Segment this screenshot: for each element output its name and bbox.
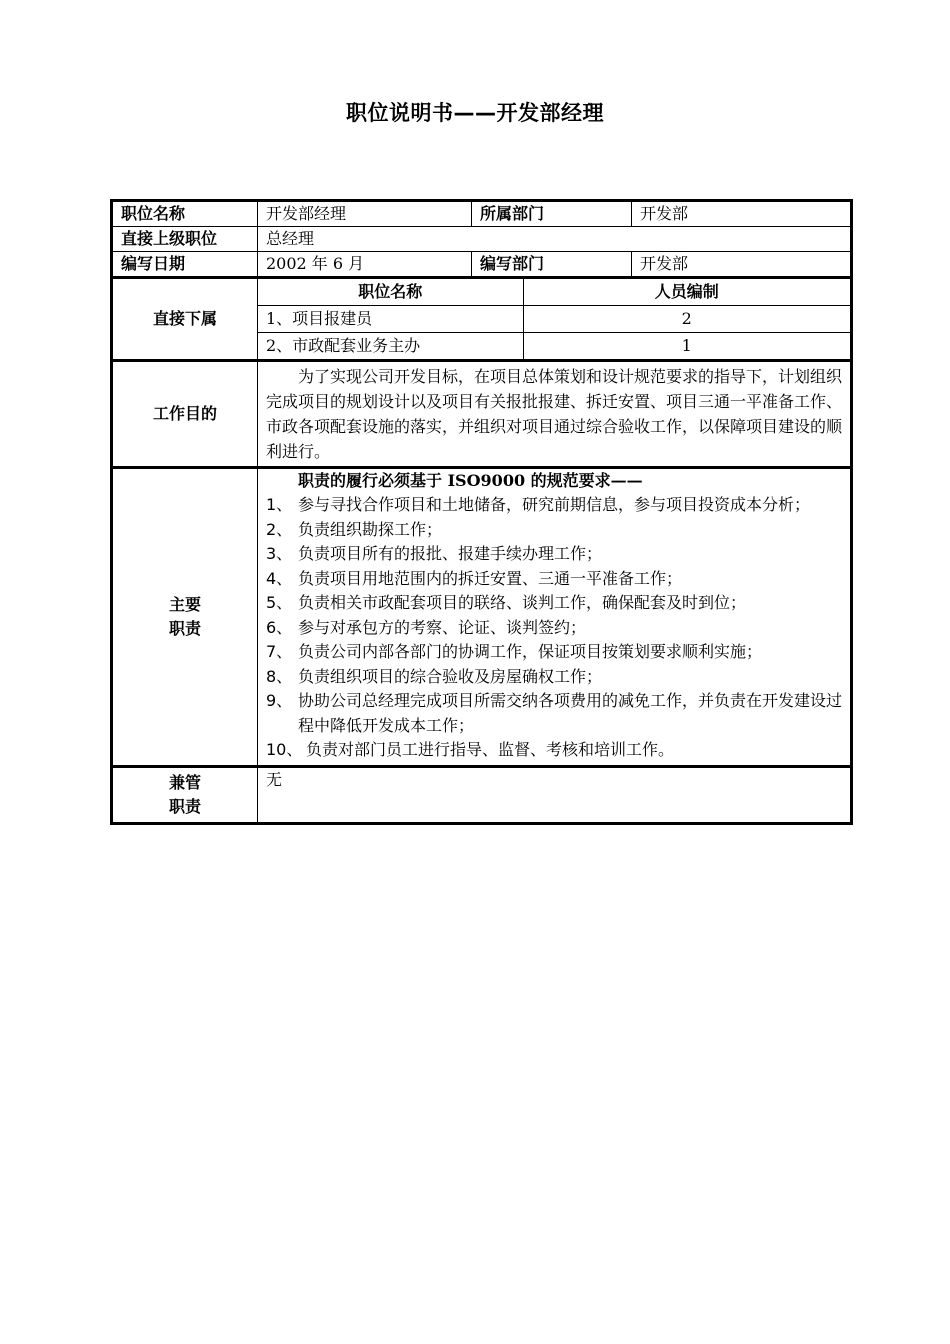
purpose-cell bbox=[258, 361, 852, 468]
subordinates-label: 直接下属 bbox=[112, 278, 258, 361]
duties-label-line2: 职责 bbox=[168, 618, 201, 638]
purpose-text: 为了实现公司开发目标，在项目总体策划和设计规范要求的指导下，计划组织完成项目的规划设计以及项目有关报批报建、拆迁安置、项目三通一平准备工作、市政各项配套设施的落实，并组织对项目通过综合验收工作，以保障项目建设的顺利进行。 bbox=[266, 367, 843, 461]
subordinates-table bbox=[258, 279, 850, 359]
row-supervisor bbox=[112, 227, 852, 252]
subordinate-name: 1、项目报建员 bbox=[258, 306, 523, 333]
job-description-table bbox=[110, 199, 853, 825]
row-position bbox=[112, 201, 852, 227]
date-value: 2002 年 6 月 bbox=[258, 252, 472, 278]
concurrent-label bbox=[112, 766, 258, 823]
row-duties bbox=[112, 468, 852, 767]
subordinates-cell bbox=[258, 278, 852, 361]
concurrent-value: 无 bbox=[258, 766, 852, 823]
list-item: 8、 负责组织项目的综合验收及房屋确权工作； bbox=[266, 666, 603, 686]
list-item: 10、 负责对部门员工进行指导、监督、考核和培训工作。 bbox=[266, 740, 675, 759]
list-item: 5、 负责相关市政配套项目的联络、谈判工作，确保配套及时到位； bbox=[266, 593, 747, 612]
subordinate-count: 2 bbox=[523, 306, 850, 333]
list-item: 4、 负责项目用地范围内的拆迁安置、三通一平准备工作； bbox=[266, 568, 683, 588]
row-purpose bbox=[112, 361, 852, 468]
dept-label: 所属部门 bbox=[472, 201, 632, 227]
subordinate-count: 1 bbox=[681, 336, 692, 355]
concurrent-label-line2: 职责 bbox=[168, 796, 201, 816]
duties-list bbox=[266, 493, 842, 763]
list-item: 9、 协助公司总经理完成项目所需交纳各项费用的减免工作，并负责在开发建设过程中降低开发成本工作； bbox=[266, 691, 843, 735]
subordinates-col-count: 人员编制 bbox=[523, 279, 850, 306]
purpose-label: 工作目的 bbox=[112, 361, 258, 468]
position-label: 职位名称 bbox=[112, 201, 258, 227]
table-row bbox=[258, 333, 850, 360]
concurrent-label-line1: 兼管 bbox=[168, 772, 201, 792]
supervisor-label: 直接上级职位 bbox=[112, 227, 258, 252]
list-item: 1、 参与寻找合作项目和土地储备，研究前期信息，参与项目投资成本分析； bbox=[266, 495, 811, 514]
supervisor-value: 总经理 bbox=[258, 227, 852, 252]
list-item: 7、 负责公司内部各部门的协调工作，保证项目按策划要求顺利实施； bbox=[266, 642, 763, 661]
duties-label-line1: 主要 bbox=[168, 594, 201, 614]
row-subordinates bbox=[112, 278, 852, 361]
writer-dept-label: 编写部门 bbox=[472, 252, 632, 278]
dept-value: 开发部 bbox=[632, 201, 852, 227]
position-value: 开发部经理 bbox=[258, 201, 472, 227]
page-title: 职位说明书——开发部经理 bbox=[346, 101, 604, 125]
list-item: 6、 参与对承包方的考察、论证、谈判签约； bbox=[266, 617, 587, 637]
duties-cell bbox=[258, 468, 852, 767]
subordinate-name: 2、市政配套业务主办 bbox=[258, 333, 523, 360]
list-item: 3、 负责项目所有的报批、报建手续办理工作； bbox=[266, 544, 603, 563]
row-date bbox=[112, 252, 852, 278]
duties-heading: 职责的履行必须基于 ISO9000 的规范要求—— bbox=[298, 471, 643, 490]
subordinates-col-name: 职位名称 bbox=[258, 279, 523, 306]
list-item: 2、 负责组织勘探工作； bbox=[266, 519, 443, 539]
date-label: 编写日期 bbox=[112, 252, 258, 278]
row-concurrent bbox=[112, 766, 852, 823]
duties-label bbox=[112, 468, 258, 767]
table-row bbox=[258, 306, 850, 333]
writer-dept-value: 开发部 bbox=[632, 252, 852, 278]
